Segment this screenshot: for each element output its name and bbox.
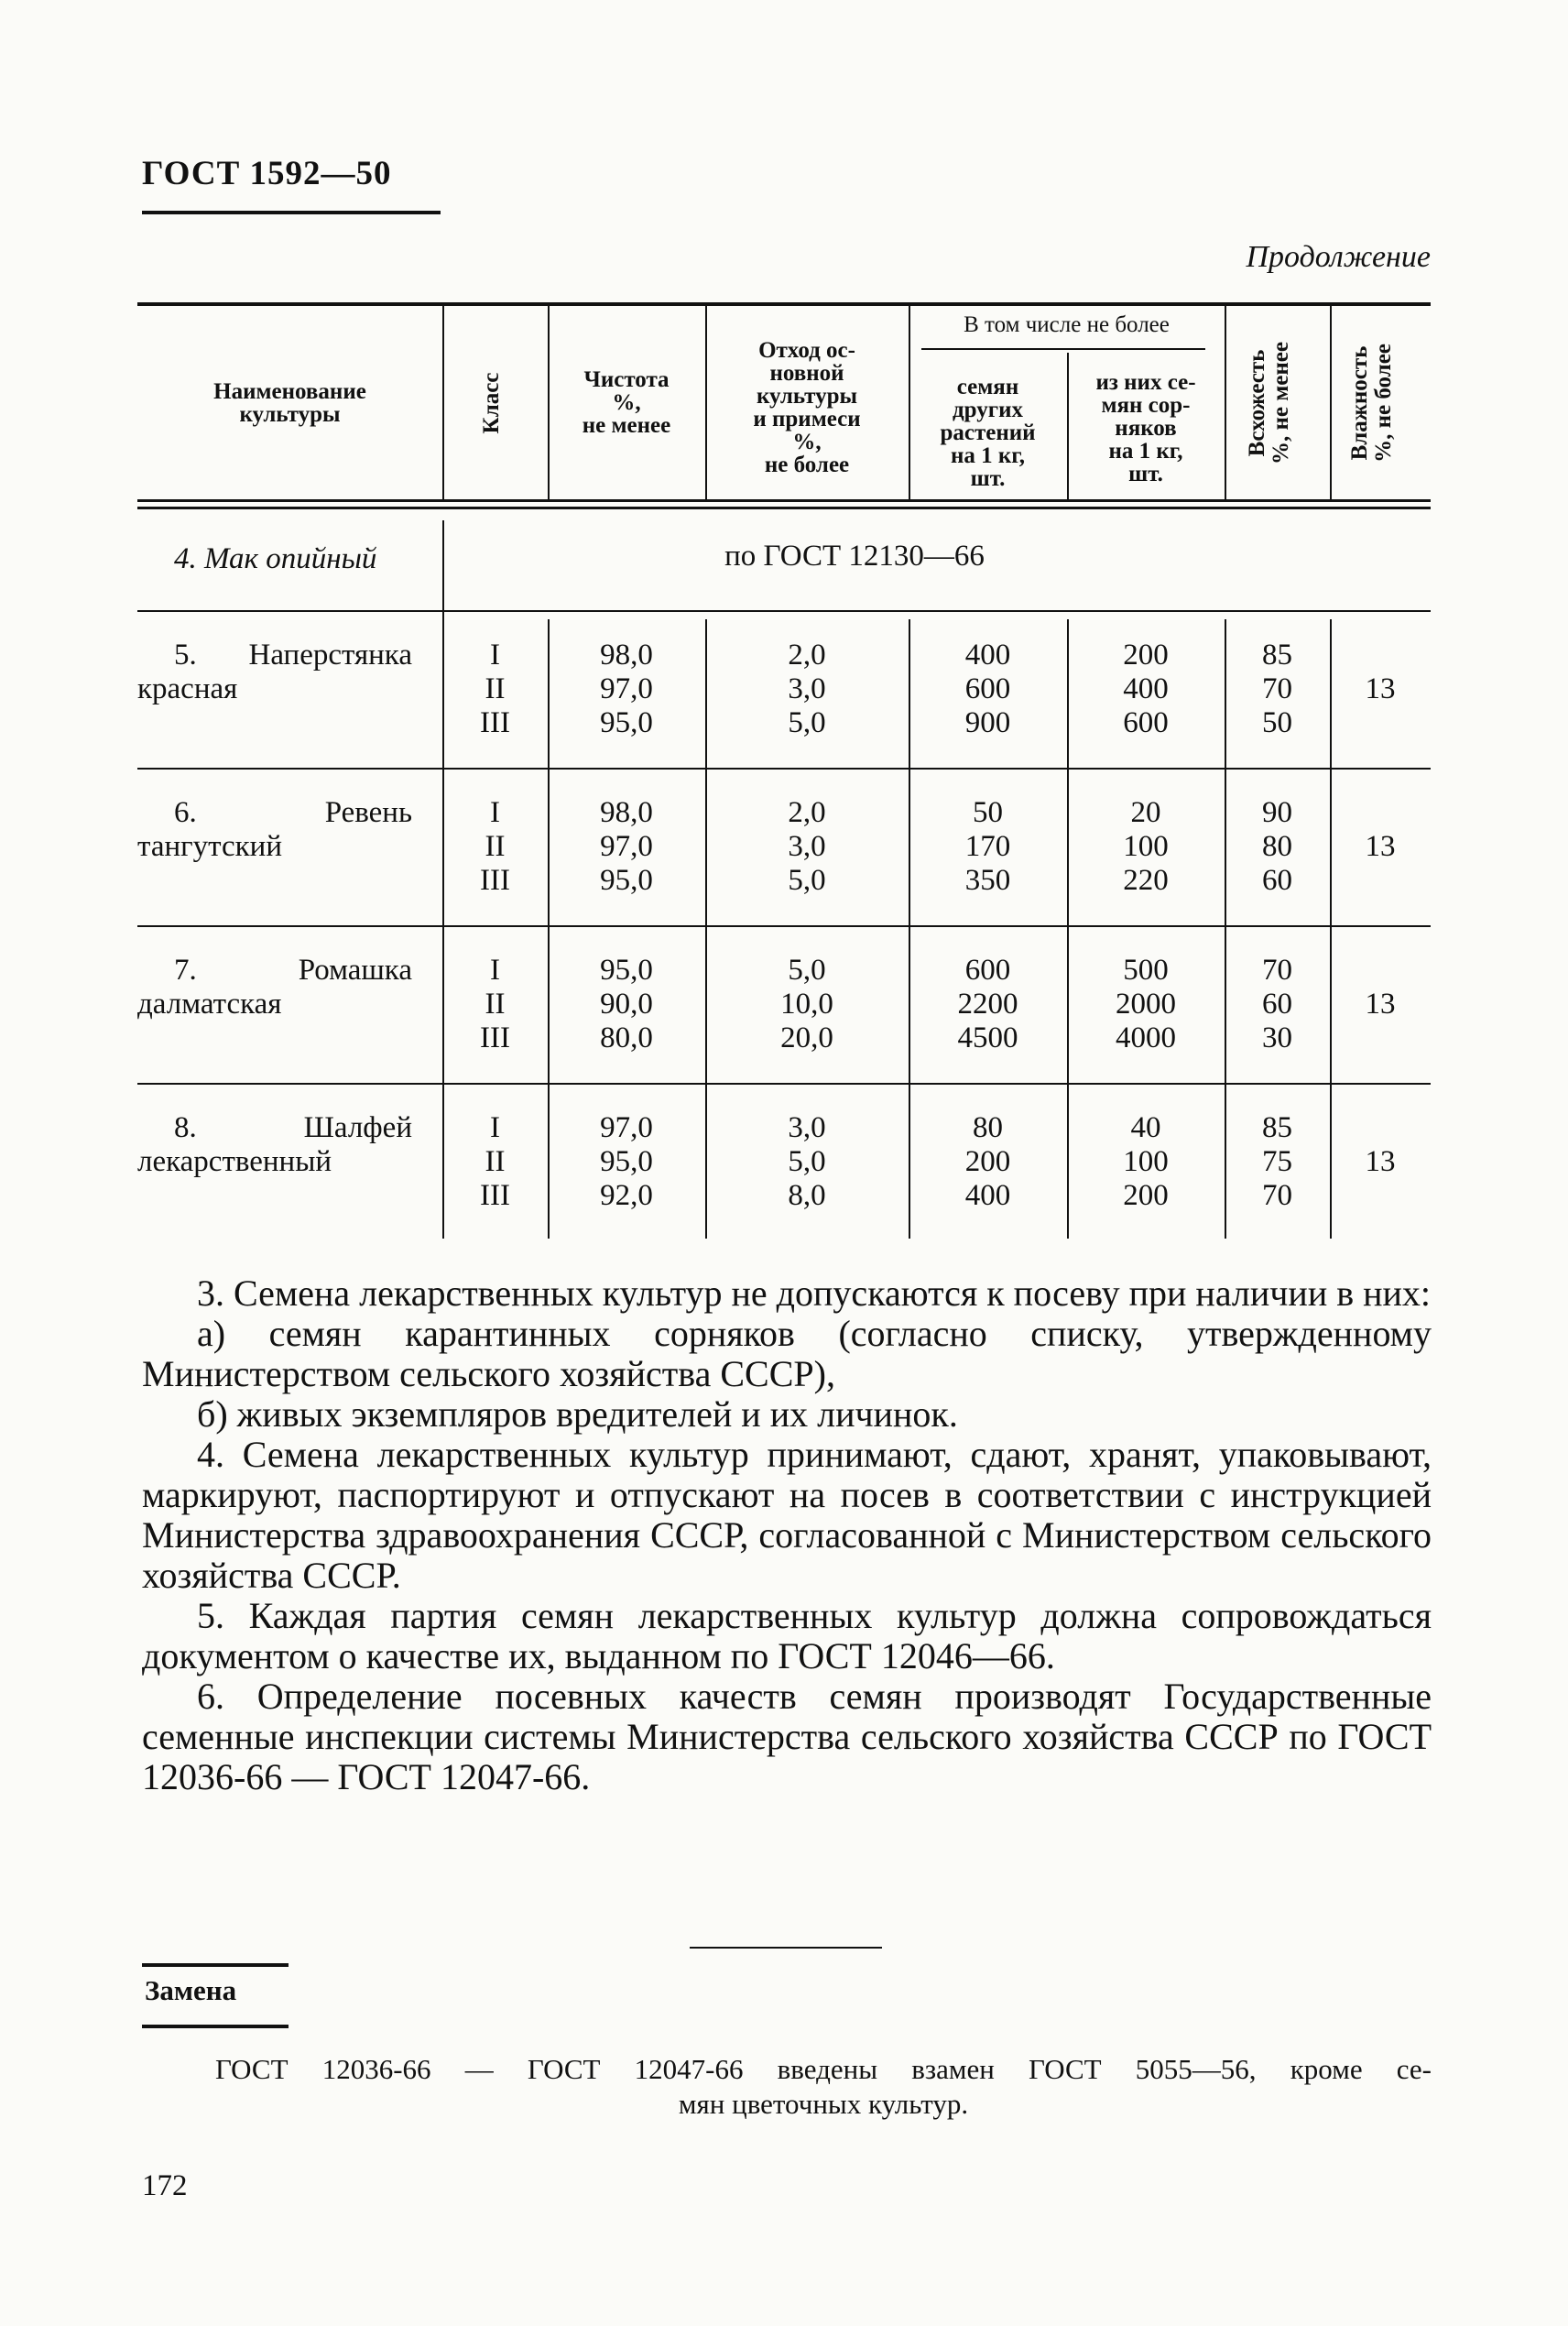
row-purity: 97,0 95,0 92,0	[600, 1111, 653, 1212]
row-waste: 2,0 3,0 5,0	[788, 796, 826, 897]
group-rule	[921, 348, 1205, 350]
row-weed-seeds: 40 100 200	[1123, 1111, 1169, 1212]
row-span-text: по ГОСТ 12130—66	[724, 540, 985, 573]
row-name: 8. Шалфей лекарственный	[137, 1111, 412, 1178]
footnote-rule-bottom	[142, 2025, 289, 2028]
header-bottom-rule	[137, 499, 1431, 502]
header-name: Наименование культуры	[213, 379, 366, 427]
paragraph-3a: а) семян карантинных сорняков (согласно списку, утвержденному Министерством сельского хозяйства СССР),	[142, 1313, 1432, 1394]
col-rule	[442, 302, 444, 499]
header-waste: Отход ос- новной культуры и примеси %, не более	[753, 338, 861, 477]
table-top-rule	[137, 302, 1431, 306]
paragraph-3: 3. Семена лекарственных культур не допускаются к посеву при наличии в них:	[197, 1272, 1432, 1314]
row-separator	[137, 768, 1431, 770]
header-group: В том числе не более	[964, 312, 1170, 337]
col-rule	[1330, 302, 1332, 499]
document-code: ГОСТ 1592—50	[142, 155, 392, 192]
footnote-line-1: ГОСТ 12036-66 — ГОСТ 12047-66 введены взамен ГОСТ 5055—56, кроме се-	[215, 2053, 1432, 2085]
continuation-label: Продолжение	[1246, 240, 1431, 274]
row-classes: I II III	[480, 796, 510, 897]
footnote-title: Замена	[145, 1974, 237, 2006]
seed-quality-table	[137, 302, 1431, 1239]
row-other-seeds: 80 200 400	[964, 1111, 1011, 1212]
row-other-seeds: 50 170 350	[964, 796, 1011, 897]
header-humidity: Влажность %, не более	[1347, 344, 1396, 463]
row-classes: I II III	[480, 1111, 510, 1212]
header-weed-seeds: из них се- мян сор- няков на 1 кг, шт.	[1095, 370, 1196, 486]
footnote-line-2: мян цветочных культур.	[678, 2088, 969, 2120]
row-other-seeds: 600 2200 4500	[957, 954, 1018, 1054]
row-humidity: 13	[1365, 1145, 1396, 1178]
row-germination: 85 70 50	[1262, 639, 1292, 739]
row-other-seeds: 400 600 900	[964, 639, 1011, 739]
row-humidity: 13	[1365, 988, 1396, 1021]
row-name: 5. Наперстянка красная	[137, 639, 412, 705]
paragraph-6: 6. Определение посевных качеств семян производят Государственные семенные инспекции системы Министерства сельского хозяйства СССР по ГОСТ 12036-66 — ГОСТ 12047-66.	[142, 1676, 1432, 1797]
row-germination: 85 75 70	[1262, 1111, 1292, 1212]
paragraph-5: 5. Каждая партия семян лекарственных культур должна сопровождаться документом о качестве их, выданном по ГОСТ 12046—66.	[142, 1595, 1432, 1676]
row-separator	[137, 610, 1431, 612]
header-bottom-rule-2	[137, 507, 1431, 509]
footnote-text	[142, 2052, 1432, 2122]
row-germination: 70 60 30	[1262, 954, 1292, 1054]
row-germination: 90 80 60	[1262, 796, 1292, 897]
row-classes: I II III	[480, 639, 510, 739]
row-purity: 98,0 97,0 95,0	[600, 639, 653, 739]
paragraph-3b: б) живых экземпляров вредителей и их личинок.	[197, 1393, 958, 1435]
row-humidity: 13	[1365, 672, 1396, 705]
footnote-rule-top	[142, 1963, 289, 1967]
row-waste: 3,0 5,0 8,0	[788, 1111, 826, 1212]
header-class: Класс	[479, 372, 504, 434]
paragraph-4: 4. Семена лекарственных культур принимают, сдают, хранят, упаковывают, маркируют, паспортируют и отпускают на посев в соответствии с инструкцией Министерства здравоохранения СССР, согласованной с Министерством сельского хозяйства СССР.	[142, 1434, 1432, 1596]
row-separator	[137, 925, 1431, 927]
row-weed-seeds: 20 100 220	[1123, 796, 1169, 897]
header-germination: Всхожесть %, не менее	[1245, 342, 1293, 464]
header-other-seeds: семян других растений на 1 кг, шт.	[940, 375, 1036, 491]
row-separator	[137, 1083, 1431, 1085]
row-humidity: 13	[1365, 830, 1396, 863]
section-separator	[690, 1947, 882, 1949]
row-name: 4. Мак опийный	[174, 542, 377, 575]
row-purity: 98,0 97,0 95,0	[600, 796, 653, 897]
page-number: 172	[142, 2169, 188, 2202]
row-waste: 2,0 3,0 5,0	[788, 639, 826, 739]
row-name: 7. Ромашка далматская	[137, 954, 412, 1021]
row-name: 6. Ревень тангутский	[137, 796, 412, 863]
header-purity: Чистота %, не менее	[582, 367, 671, 438]
row-purity: 95,0 90,0 80,0	[600, 954, 653, 1054]
row-waste: 5,0 10,0 20,0	[780, 954, 833, 1054]
col-rule	[1225, 302, 1226, 499]
body-text	[142, 1273, 1432, 1797]
row-weed-seeds: 500 2000 4000	[1116, 954, 1176, 1054]
row-weed-seeds: 200 400 600	[1123, 639, 1169, 739]
row-classes: I II III	[480, 954, 510, 1054]
header-rule	[142, 211, 441, 214]
